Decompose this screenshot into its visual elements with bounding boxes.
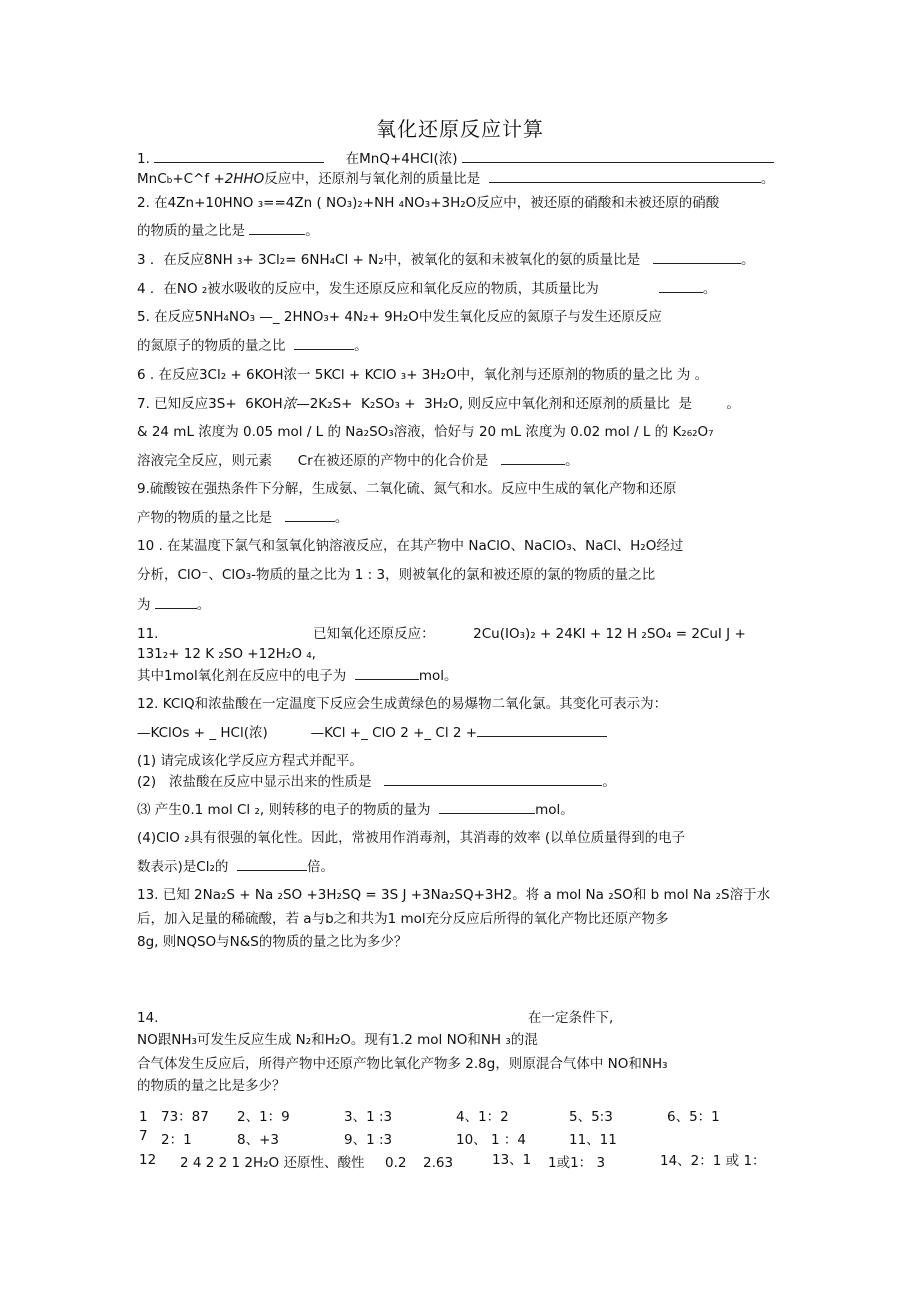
question-4: 4 ．在NO ₂被水吸收的反应中，发生还原反应和氧化反应的物质，其质量比为 。 <box>137 281 717 297</box>
question-12-part-2: (2) 浓盐酸在反应中显示出来的性质是 。 <box>137 774 616 790</box>
question-10-line-1: 10 . 在某温度下氯气和氢氧化钠溶液反应，在其产物中 NaClO、NaClO₃、NaCl、H₂O经过 <box>137 538 684 554</box>
question-13-line-3: 8g, 则NQSO与N&S的物质的量之比为多少？ <box>137 934 408 950</box>
answer-blank[interactable] <box>439 801 535 814</box>
answer-item: 13、1 <box>492 1152 532 1168</box>
question-6: 6 . 在反应3Cl₂ + 6KOH浓一 5KCl + KClO ₃+ 3H₂O中，氧化剂与还原剂的物质的量之比 为 。 <box>137 367 709 383</box>
answer-blank[interactable] <box>355 667 419 680</box>
answer-blank[interactable] <box>477 724 607 737</box>
answer-blank[interactable] <box>154 150 324 163</box>
question-number: 11. <box>137 626 159 642</box>
answer-blank[interactable] <box>462 150 774 163</box>
question-2-line-2: 的物质的量之比是 。 <box>137 223 319 239</box>
question-14-line-4: 的物质的量之比是多少？ <box>137 1078 286 1094</box>
answer-item: 12 <box>139 1152 157 1168</box>
question-10-line-3: 为 。 <box>137 597 211 613</box>
answer-blank[interactable] <box>237 858 307 871</box>
answer-blank[interactable] <box>285 509 335 522</box>
page-title: 氧化还原反应计算 <box>376 117 544 141</box>
question-14-line-2: NO跟NH₃可发生反应生成 N₂和H₂O。现有1.2 mol NO和NH ₃的混 <box>137 1032 538 1048</box>
question-12-part-3: ⑶ 产生0.1 mol Cl ₂, 则转移的电子的物质的量为 mol。 <box>137 802 574 818</box>
answer-item: 2 4 2 2 1 2H₂O 还原性、酸性 <box>180 1155 365 1171</box>
answer-blank[interactable] <box>155 596 197 609</box>
answer-blank[interactable] <box>659 280 703 293</box>
question-14-line-1-text: 在一定条件下, <box>528 1010 614 1026</box>
question-number: 1. <box>137 151 150 167</box>
answer-item: 4、1：2 <box>456 1109 509 1125</box>
answer-blank[interactable] <box>653 251 741 264</box>
answer-item: 6、5：1 <box>667 1109 720 1125</box>
answer-blank[interactable] <box>384 773 602 786</box>
answer-item: 3、1 :3 <box>344 1109 393 1125</box>
answer-item: 14、2：1 或 1： <box>660 1153 766 1169</box>
question-14-line-3: 合气体发生反应后，所得产物中还原产物比氧化产物多 2.8g，则原混合气体中 NO和NH₃ <box>137 1056 668 1072</box>
question-9-line-2: 产物的物质的量之比是 。 <box>137 510 349 526</box>
question-text: 在MnQ+4HCI(浓) <box>345 151 458 167</box>
question-1-line-2: MnCb+C^f +2HHO反应中，还原剂与氧化剂的质量比是 。 <box>137 171 775 187</box>
answer-item: 5、5:3 <box>569 1109 613 1125</box>
answer-item: 8、+3 <box>237 1132 279 1148</box>
question-12-part-4-line-2: 数表示)是Cl₂的 倍。 <box>137 859 334 875</box>
answer-item: 9、1 :3 <box>344 1132 393 1148</box>
question-5-line-2: 的氮原子的物质的量之比 。 <box>137 338 368 354</box>
question-12-intro: 12. KClQ和浓盐酸在一定温度下反应会生成黄绿色的易爆物二氧化氯。其变化可表示为： <box>137 696 668 712</box>
question-8-line-1: & 24 mL 浓度为 0.05 mol / L 的 Na₂SO₃溶液，恰好与 20 mL 浓度为 0.02 mol / L 的 K₂₆₂O₇ <box>137 424 714 440</box>
answer-blank[interactable] <box>489 170 761 183</box>
question-2-line-1: 2. 在4Zn+10HNO ₃==4Zn ( NO₃)₂+NH ₄NO₃+3H₂O反应中，被还原的硝酸和未被还原的硝酸 <box>137 195 720 211</box>
answer-item: 1 <box>139 1109 148 1125</box>
question-11-line-2: 131₂+ 12 K ₂SO +12H₂O ₄, <box>137 646 316 662</box>
question-14-line-1 <box>137 1009 158 1027</box>
question-3: 3 ．在反应8NH ₃+ 3Cl₂= 6NH₄Cl + N₂中，被氧化的氨和未被氧化的氨的质量比是 。 <box>137 252 755 268</box>
answer-blank[interactable] <box>501 452 565 465</box>
question-11-line-1: 11. 已知氧化还原反应： 2Cu(IO₃)₂ + 24KI + 12 H ₂SO₄ = 2CuI J + <box>137 626 746 642</box>
answer-item: 7 <box>139 1128 148 1144</box>
answer-item: 11、11 <box>569 1132 617 1148</box>
answer-item: 1或1： 3 <box>548 1155 606 1171</box>
answer-item: 73：87 <box>161 1109 209 1125</box>
question-13-line-2: 后，加入足量的稀硫酸，若 a与b之和共为1 mol充分反应后所得的氧化产物比还原产物多 <box>137 911 669 927</box>
question-12-part-4-line-1: (4)ClO ₂具有很强的氧化性。因此，常被用作消毒剂，其消毒的效率 (以单位质量得到的电子 <box>137 830 686 846</box>
answer-blank[interactable] <box>249 222 305 235</box>
question-11-line-3: 其中1mol氧化剂在反应中的电子为 mol。 <box>137 668 458 684</box>
answer-item: 2：1 <box>161 1132 192 1148</box>
answer-blank[interactable] <box>294 337 354 350</box>
answer-item: 2.63 <box>423 1155 454 1171</box>
question-8-line-2: 溶液完全反应，则元素 Cr在被还原的产物中的化合价是 。 <box>137 453 579 469</box>
answer-item: 10、 1 ：4 <box>456 1132 526 1148</box>
question-5-line-1: 5. 在反应5NH₄NO₃ —_ 2HNO₃+ 4N₂+ 9H₂O中发生氧化反应的氮原子与发生还原反应 <box>137 309 662 325</box>
question-number: 14. <box>137 1010 159 1026</box>
question-9-line-1: 9.硫酸铵在强热条件下分解，生成氨、二氧化硫、氮气和水。反应中生成的氧化产物和还原 <box>137 481 677 497</box>
answer-item: 2、1：9 <box>237 1109 290 1125</box>
answer-item: 0.2 <box>385 1155 407 1171</box>
question-7: 7. 已知反应3S+ 6KOH浓—2K₂S+ K₂SO₃ + 3H₂O, 则反应中氧化剂和还原剂的质量比 是 。 <box>137 396 740 412</box>
question-13-line-1: 13. 已知 2Na₂S + Na ₂SO +3H₂SQ = 3S J +3Na₂SQ+3H2。将 a mol Na ₂SO和 b mol Na ₂S溶于水 <box>137 887 771 903</box>
question-12-part-1: (1) 请完成该化学反应方程式并配平。 <box>137 753 363 769</box>
question-1-line-1 <box>137 150 774 168</box>
question-12-equation: —KClOs + _ HCl(浓) —KCl +_ ClO 2 +_ Cl 2 + <box>137 724 607 742</box>
question-10-line-2: 分析，ClO⁻、ClO₃-物质的量之比为 1 : 3，则被氧化的氯和被还原的氯的物质的量之比 <box>137 567 656 583</box>
